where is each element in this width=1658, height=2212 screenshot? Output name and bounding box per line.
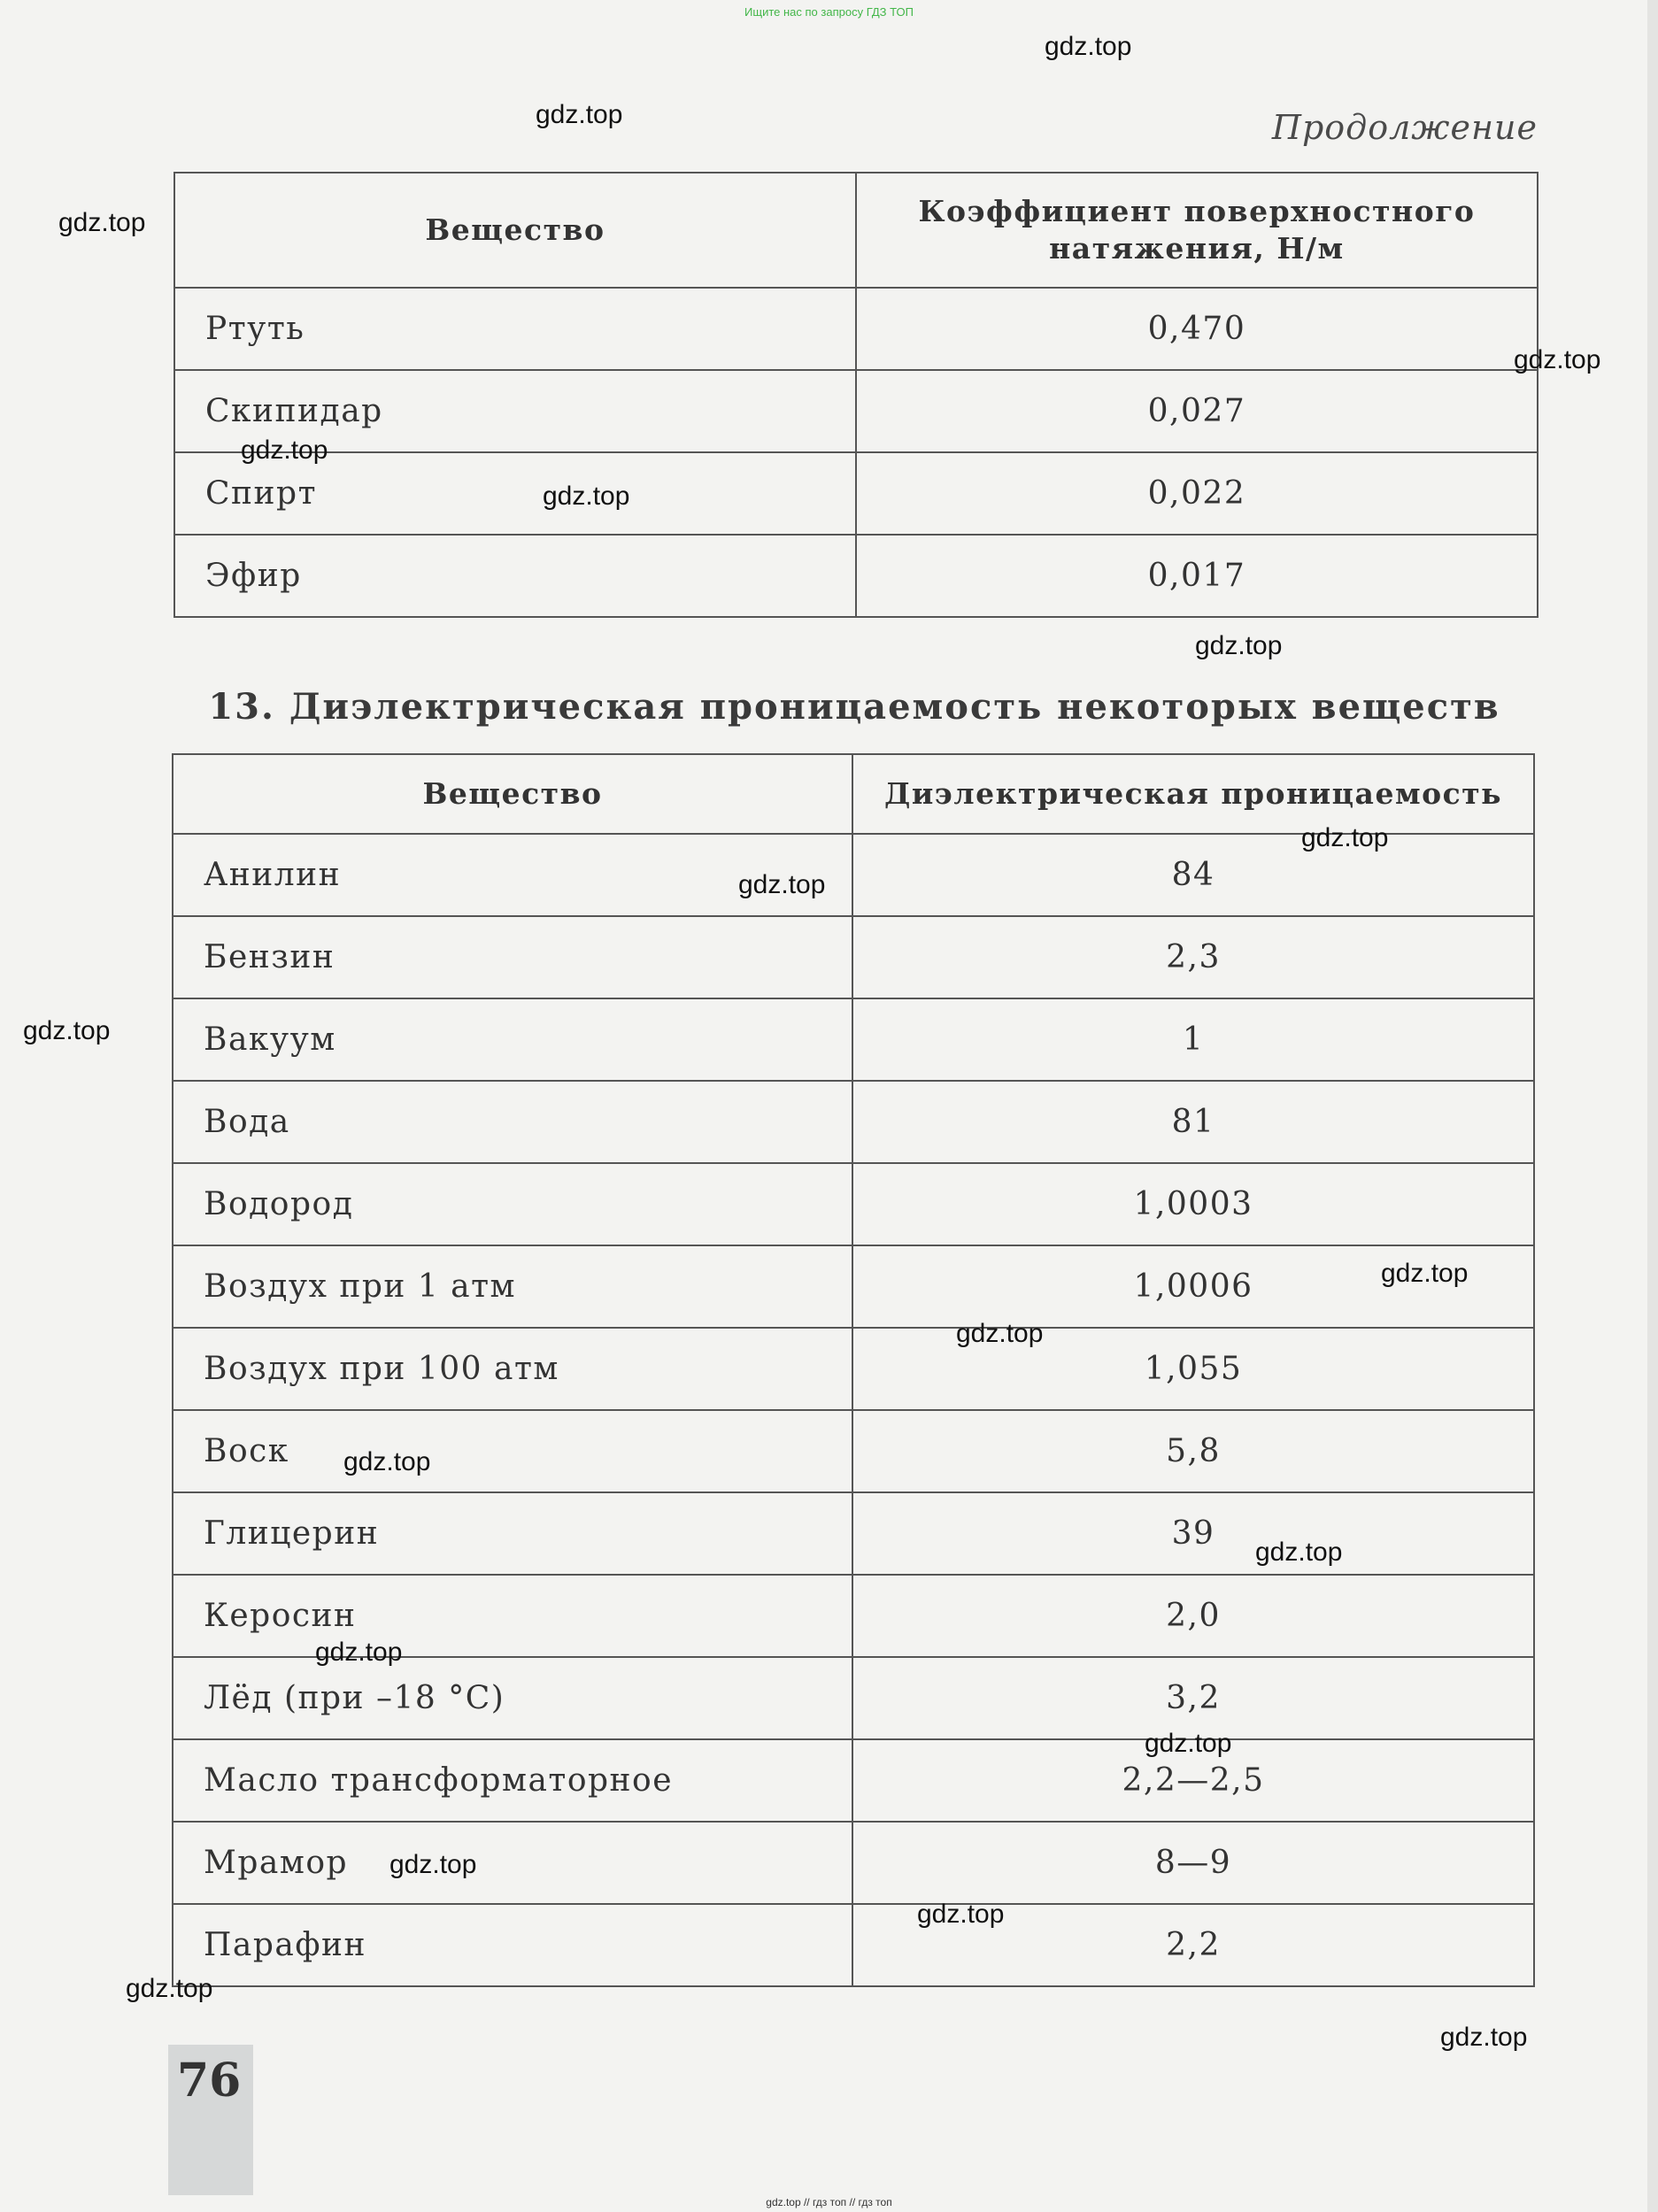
- watermark: gdz.top: [315, 1638, 403, 1667]
- value-cell: 2,2: [852, 1904, 1534, 1986]
- substance-cell: Воздух при 1 атм: [173, 1245, 852, 1328]
- watermark: gdz.top: [241, 435, 328, 465]
- value-cell: 0,470: [856, 288, 1538, 370]
- substance-cell: Вода: [173, 1081, 852, 1163]
- table-row: [173, 1081, 1534, 1163]
- substance-cell: Воск: [173, 1410, 852, 1492]
- watermark: gdz.top: [1440, 2023, 1528, 2052]
- table-row: [174, 288, 1538, 370]
- value-cell: 2,0: [852, 1575, 1534, 1657]
- watermark: gdz.top: [1045, 32, 1132, 61]
- table-row: [173, 1163, 1534, 1245]
- table-header-row: [174, 173, 1538, 288]
- value-cell: 5,8: [852, 1410, 1534, 1492]
- substance-cell: Скипидар: [174, 370, 856, 452]
- value-cell: 8—9: [852, 1822, 1534, 1904]
- table-row: [173, 1904, 1534, 1986]
- value-cell: 0,017: [856, 535, 1538, 617]
- table-row: [173, 1822, 1534, 1904]
- watermark: gdz.top: [343, 1447, 431, 1476]
- value-cell: 1,0006: [852, 1245, 1534, 1328]
- value-cell: 1,055: [852, 1328, 1534, 1410]
- substance-cell: Керосин: [173, 1575, 852, 1657]
- watermark: gdz.top: [23, 1016, 111, 1045]
- column-header-permittivity: Диэлектрическая проницаемость: [852, 754, 1534, 834]
- watermark: gdz.top: [536, 100, 623, 129]
- page-number: 76: [177, 2054, 242, 2108]
- watermark: gdz.top: [1255, 1538, 1343, 1567]
- page-edge-shade: [1647, 0, 1658, 2212]
- bottom-banner: gdz.top // гдз топ // гдз топ: [766, 2196, 892, 2208]
- table-row: [174, 535, 1538, 617]
- value-cell: 3,2: [852, 1657, 1534, 1739]
- continuation-label: Продолжение: [1271, 108, 1538, 147]
- watermark: gdz.top: [1195, 631, 1283, 660]
- substance-cell: Воздух при 100 атм: [173, 1328, 852, 1410]
- watermark: gdz.top: [1145, 1729, 1232, 1758]
- substance-cell: Водород: [173, 1163, 852, 1245]
- substance-cell: Ртуть: [174, 288, 856, 370]
- watermark: gdz.top: [1301, 823, 1389, 852]
- substance-cell: Вакуум: [173, 998, 852, 1081]
- watermark: gdz.top: [738, 870, 826, 899]
- substance-cell: Мрамор: [173, 1822, 852, 1904]
- watermark: gdz.top: [126, 1974, 213, 2003]
- substance-cell: Эфир: [174, 535, 856, 617]
- value-cell: 81: [852, 1081, 1534, 1163]
- watermark: gdz.top: [1514, 345, 1601, 374]
- top-banner-link[interactable]: Ищите нас по запросу ГДЗ ТОП: [744, 5, 914, 19]
- column-header-substance: Вещество: [173, 754, 852, 834]
- substance-cell: Анилин: [173, 834, 852, 916]
- section-title: 13. Диэлектрическая проницаемость некоторых веществ: [208, 686, 1500, 728]
- table-row: [173, 1245, 1534, 1328]
- column-header-substance: Вещество: [174, 173, 856, 288]
- value-cell: 2,2—2,5: [852, 1739, 1534, 1822]
- value-cell: 39: [852, 1492, 1534, 1575]
- value-cell: 1,0003: [852, 1163, 1534, 1245]
- watermark: gdz.top: [543, 482, 630, 511]
- watermark: gdz.top: [956, 1319, 1044, 1348]
- table-row: [173, 1657, 1534, 1739]
- watermark: gdz.top: [389, 1850, 477, 1879]
- value-cell: 84: [852, 834, 1534, 916]
- value-cell: 1: [852, 998, 1534, 1081]
- table-row: [173, 916, 1534, 998]
- table-row: [174, 370, 1538, 452]
- watermark: gdz.top: [1381, 1259, 1469, 1288]
- watermark: gdz.top: [917, 1900, 1005, 1929]
- surface-tension-table: [174, 172, 1538, 618]
- value-cell: 2,3: [852, 916, 1534, 998]
- substance-cell: Бензин: [173, 916, 852, 998]
- substance-cell: Парафин: [173, 1904, 852, 1986]
- substance-cell: Спирт: [174, 452, 856, 535]
- table-header-row: [173, 754, 1534, 834]
- table-row: [174, 452, 1538, 535]
- table-row: [173, 1328, 1534, 1410]
- dielectric-permittivity-table: [172, 753, 1535, 1987]
- value-cell: 0,027: [856, 370, 1538, 452]
- table-row: [173, 998, 1534, 1081]
- watermark: gdz.top: [58, 208, 146, 237]
- substance-cell: Масло трансформаторное: [173, 1739, 852, 1822]
- value-cell: 0,022: [856, 452, 1538, 535]
- column-header-coefficient: Коэффициент поверхностного натяжения, Н/м: [856, 173, 1538, 288]
- substance-cell: Глицерин: [173, 1492, 852, 1575]
- table-row: [173, 1739, 1534, 1822]
- substance-cell: Лёд (при –18 °С): [173, 1657, 852, 1739]
